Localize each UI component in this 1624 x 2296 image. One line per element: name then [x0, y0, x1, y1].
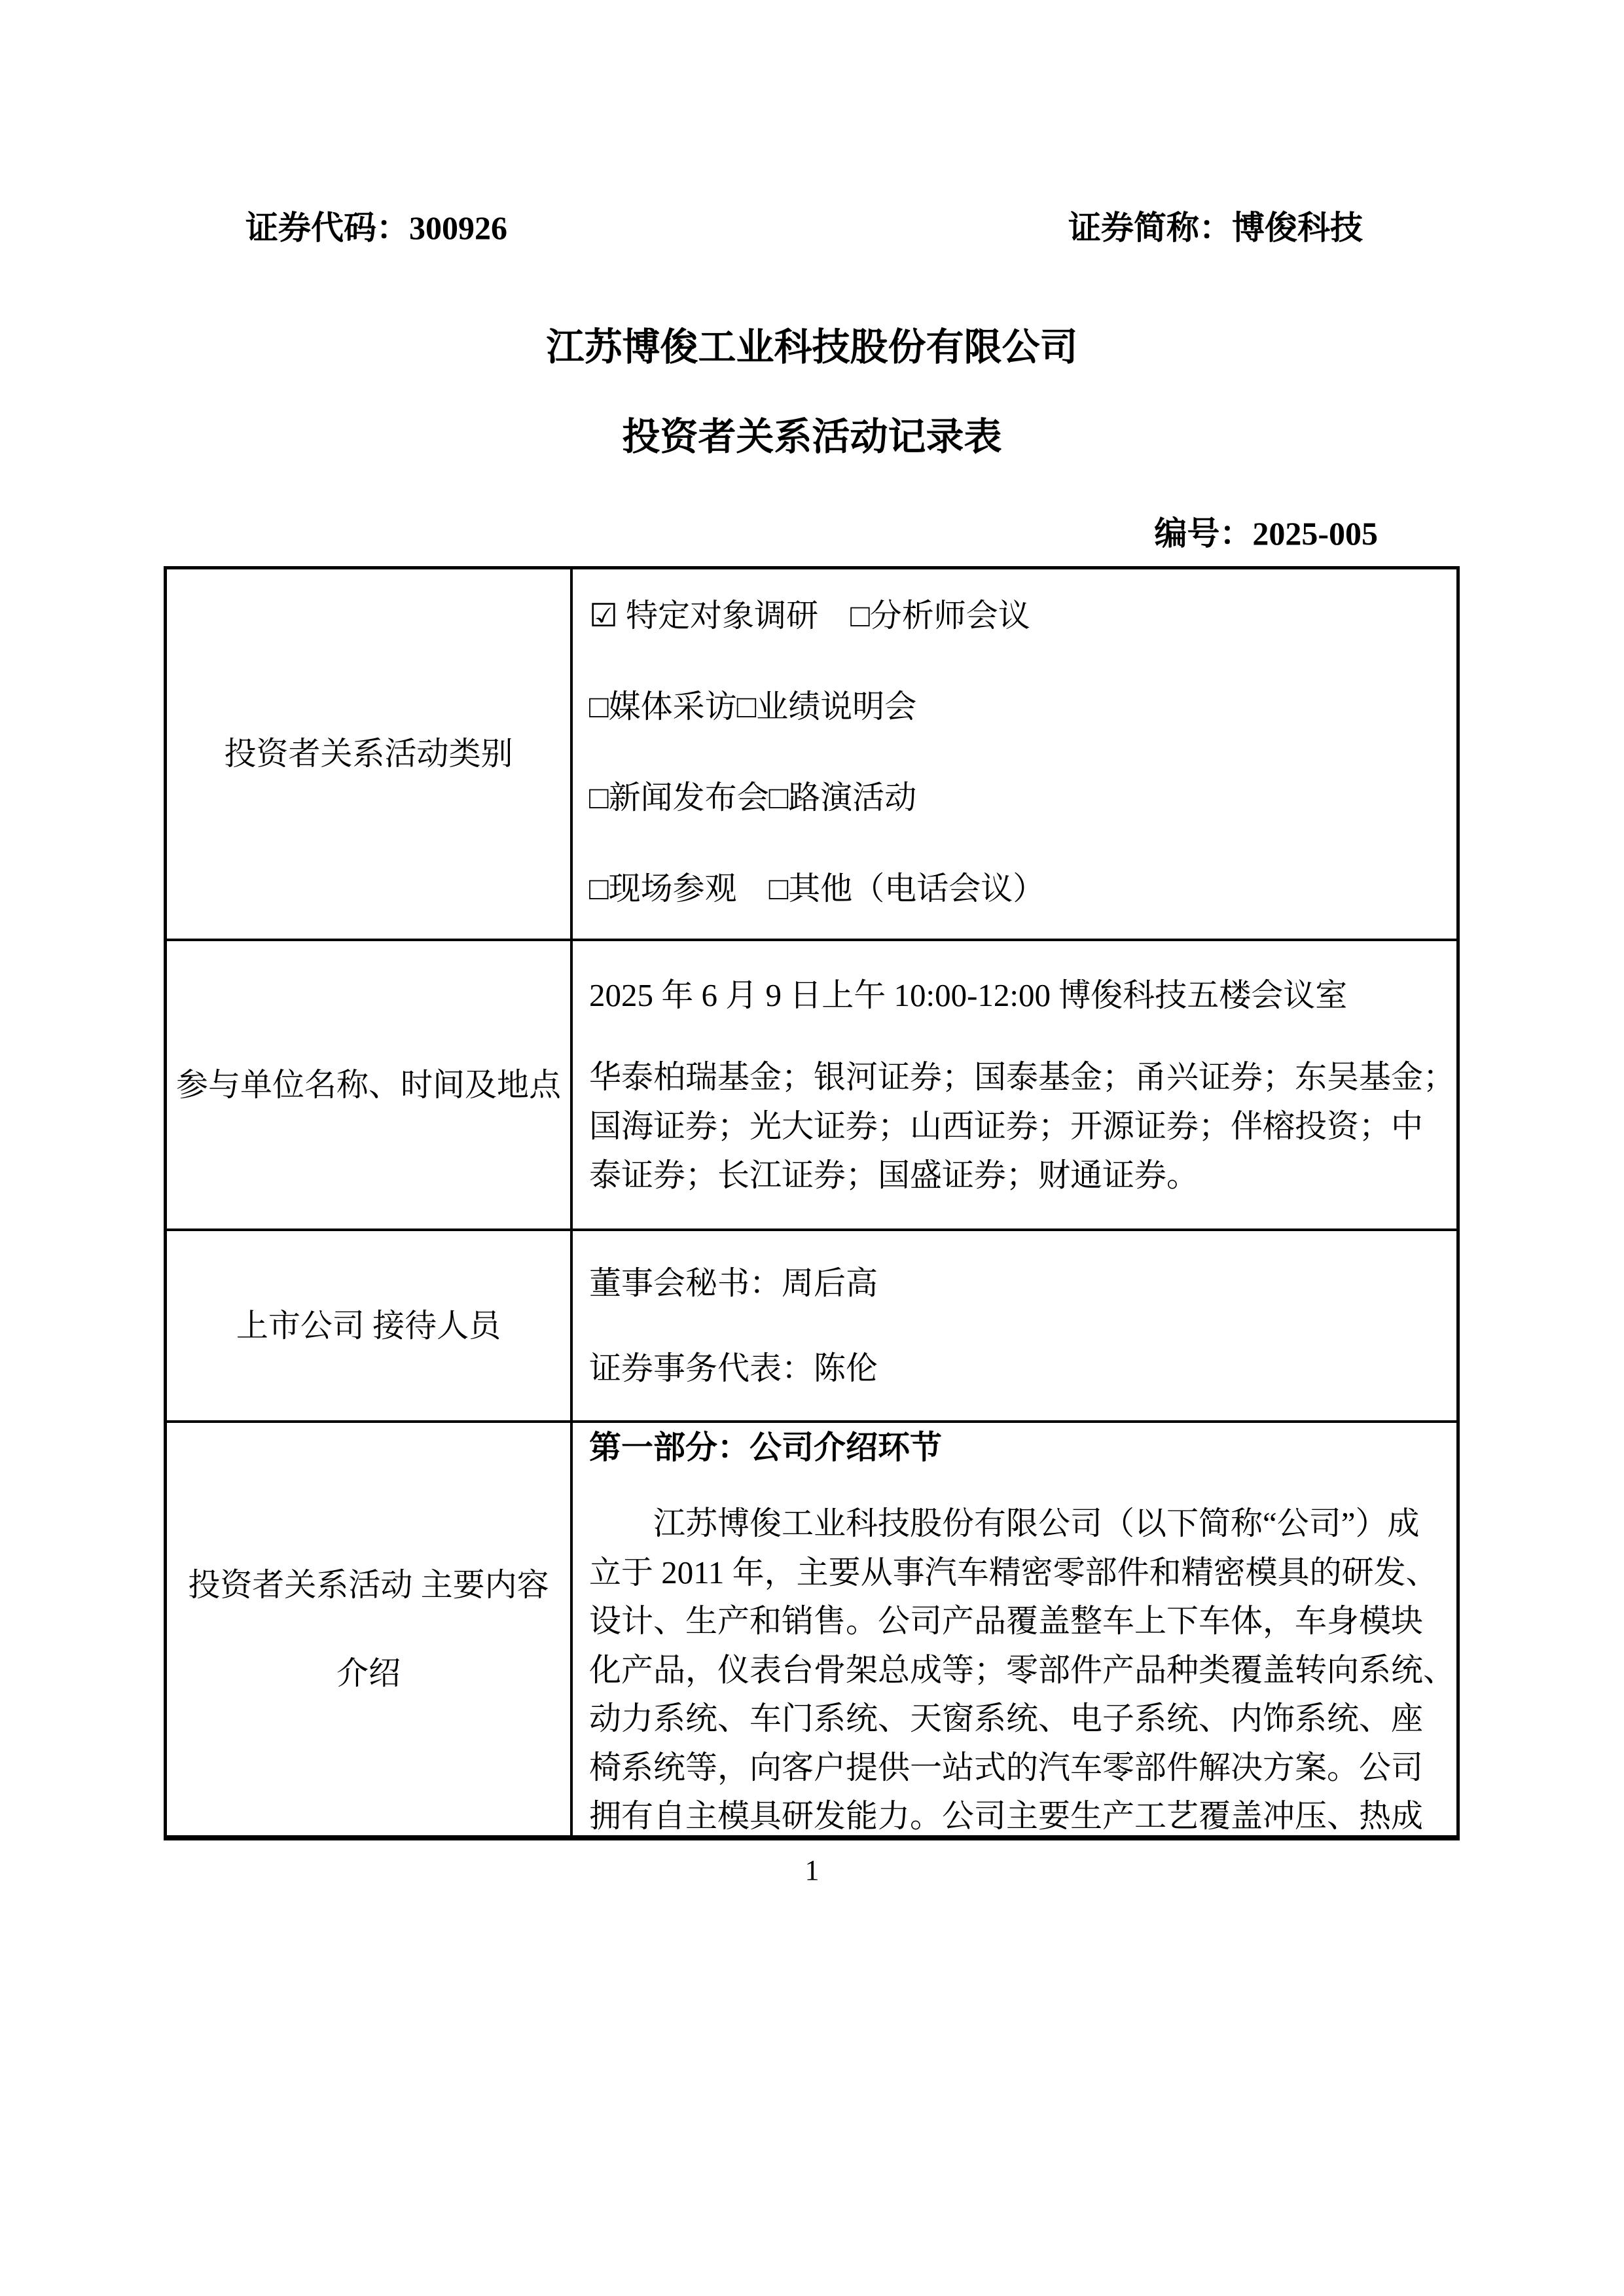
document-number: 编号：2025-005: [1154, 515, 1378, 552]
securities-affairs-rep-line: 证券事务代表：陈伦: [589, 1350, 878, 1386]
document-title: 投资者关系活动记录表: [622, 416, 1002, 458]
participants-label: 参与单位名称、时间及地点: [175, 1066, 561, 1103]
body-text-line: 化产品，仪表台骨架总成等；零部件产品种类覆盖转向系统、: [589, 1651, 1456, 1688]
body-text-line: 江苏博俊工业科技股份有限公司（以下简称“公司”）成: [653, 1505, 1420, 1541]
meeting-datetime-location: 2025 年 6 月 9 日上午 10:00-12:00 博俊科技五楼会议室: [589, 977, 1348, 1013]
main-content-label-line: 投资者关系活动 主要内容: [188, 1567, 549, 1603]
page-number: 1: [804, 1854, 820, 1886]
company-name-title: 江苏博俊工业科技股份有限公司: [546, 326, 1078, 368]
main-content-cell: [573, 1423, 1456, 1835]
stock-code-label: 证券代码：300926: [245, 209, 507, 246]
activity-type-label: 投资者关系活动类别: [224, 736, 513, 772]
body-text-line: 椅系统等，向客户提供一站式的汽车零部件解决方案。公司: [589, 1749, 1424, 1785]
body-text-line: 拥有自主模具研发能力。公司主要生产工艺覆盖冲压、热成: [589, 1798, 1424, 1834]
institution-list-line: 国海证券；光大证券；山西证券；开源证券；伴榕投资；中: [589, 1108, 1424, 1144]
reception-staff-cell: [573, 1231, 1456, 1423]
activity-type-options-cell: [573, 569, 1456, 941]
row-label-main-content: [167, 1423, 573, 1835]
investor-relations-record-table: [164, 566, 1460, 1840]
institution-list-line: 泰证券；长江证券；国盛证券；财通证券。: [589, 1157, 1199, 1193]
row-label-activity-type: [167, 569, 573, 941]
institution-list-line: 华泰柏瑞基金；银河证券；国泰基金；甬兴证券；东吴基金；: [589, 1059, 1456, 1095]
row-label-reception-staff: [167, 1231, 573, 1423]
body-text-line: 动力系统、车门系统、天窗系统、电子系统、内饰系统、座: [589, 1700, 1424, 1736]
reception-staff-label: 上市公司 接待人员: [236, 1307, 501, 1344]
option-site-visit-other: □现场参观 □其他（电话会议）: [589, 870, 1045, 906]
body-text-line: 设计、生产和销售。公司产品覆盖整车上下车体，车身模块: [589, 1603, 1424, 1639]
stock-abbreviation-label: 证券简称：博俊科技: [1068, 209, 1363, 246]
board-secretary-line: 董事会秘书：周后高: [589, 1265, 878, 1301]
option-media-interview-earnings-briefing: □媒体采访□业绩说明会: [589, 689, 917, 725]
participants-cell: [573, 941, 1456, 1231]
option-press-conference-roadshow: □新闻发布会□路演活动: [589, 780, 917, 816]
section-heading: 第一部分：公司介绍环节: [589, 1429, 943, 1465]
main-content-label-line: 介绍: [336, 1655, 401, 1691]
row-label-participants: [167, 941, 573, 1231]
body-text-line: 立于 2011 年，主要从事汽车精密零部件和精密模具的研发、: [589, 1554, 1438, 1590]
option-specific-object-research: ☑ 特定对象调研 □分析师会议: [589, 598, 1030, 634]
